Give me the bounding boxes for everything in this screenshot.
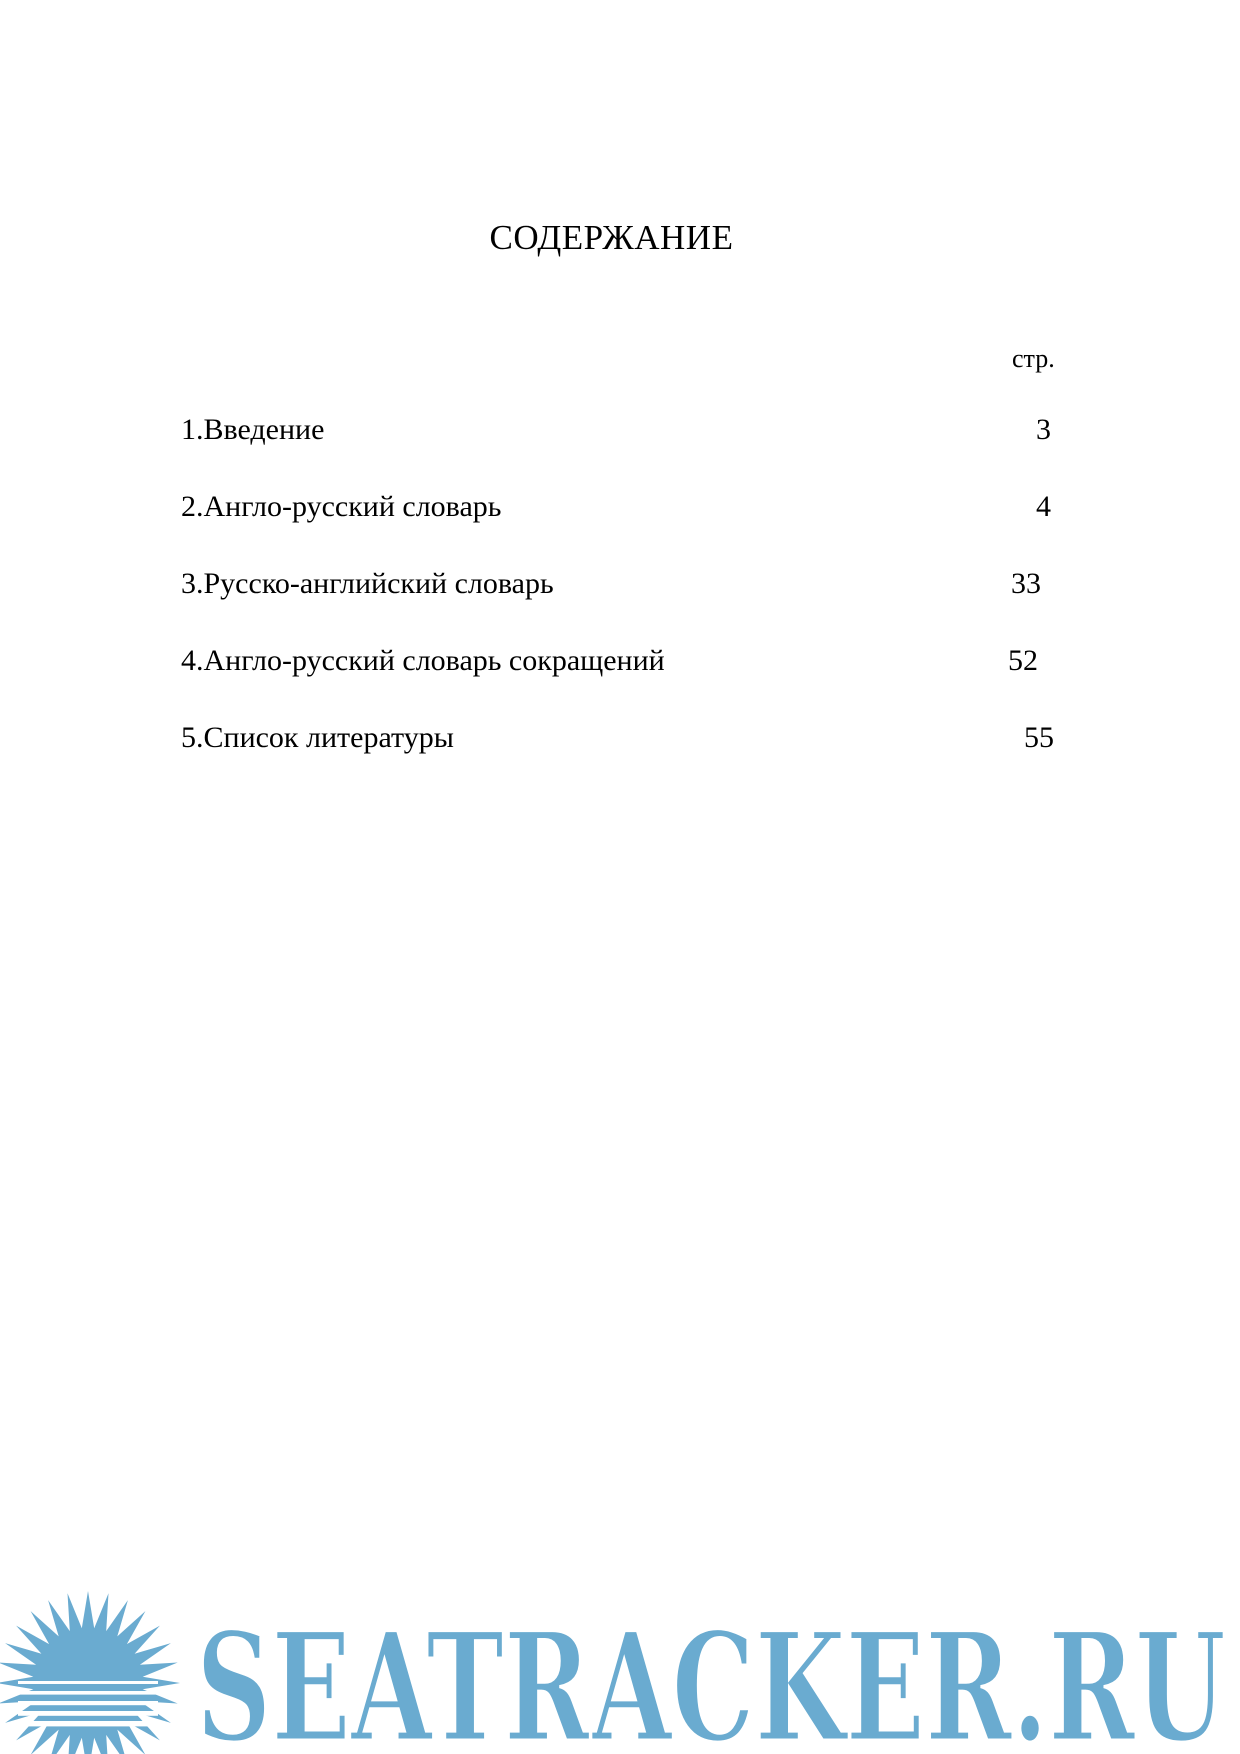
- toc-item: [181, 485, 1061, 562]
- watermark-logo: [0, 1565, 1240, 1754]
- toc-item-page: 55: [1024, 721, 1054, 754]
- table-of-contents: [181, 408, 1061, 793]
- toc-item-text: 5.Список литературы: [181, 721, 454, 754]
- toc-item: [181, 408, 1061, 485]
- toc-item-page: 3: [1036, 413, 1051, 446]
- toc-item: [181, 562, 1061, 639]
- sun-over-sea-icon: [0, 1591, 180, 1754]
- page-column-label: стр.: [1012, 344, 1055, 373]
- toc-item-text: 3.Русско-английский словарь: [181, 567, 554, 600]
- page-title: СОДЕРЖАНИЕ: [489, 218, 734, 257]
- toc-item-page: 33: [1011, 567, 1041, 600]
- toc-item: [181, 639, 1061, 716]
- toc-item-page: 4: [1036, 490, 1051, 523]
- toc-item-page: 52: [1008, 644, 1038, 677]
- toc-item-text: 4.Англо-русский словарь сокращений: [181, 644, 665, 677]
- toc-item: [181, 716, 1061, 793]
- toc-item-text: 1.Введение: [181, 413, 325, 446]
- toc-item-text: 2.Англо-русский словарь: [181, 490, 502, 523]
- watermark-text: SEATRACKER.RU: [196, 1600, 1226, 1754]
